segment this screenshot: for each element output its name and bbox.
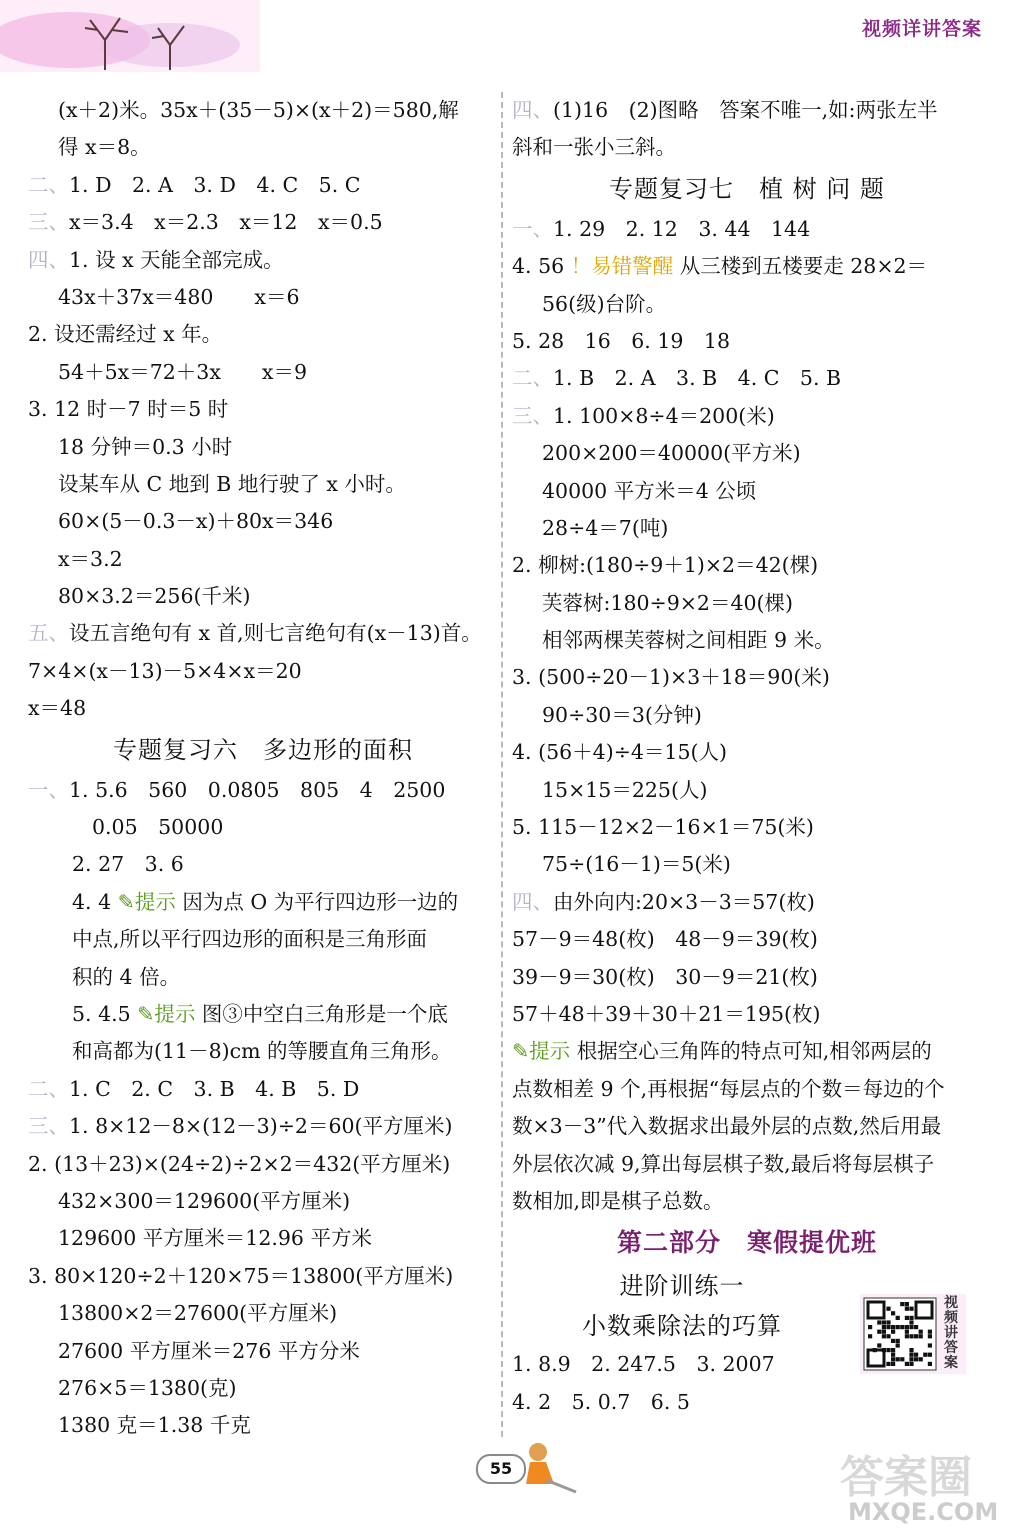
answer-line	[28, 615, 498, 652]
answer-text: 15×15＝225(人)	[542, 777, 708, 802]
svg-text:答案圈: 答案圈	[840, 1452, 972, 1503]
qr-cell	[891, 1330, 895, 1334]
qr-cell	[905, 1316, 909, 1320]
answer-text: 54＋5x＝72＋3x x＝9	[58, 359, 307, 384]
answer-text: 5. 4.5	[72, 1001, 131, 1026]
section-title: 专题复习七 植 树 问 题	[609, 174, 885, 203]
answer-line	[28, 204, 498, 241]
answer-text: 57－9＝48(枚) 48－9＝39(枚)	[512, 927, 818, 952]
answer-line	[512, 211, 982, 248]
qr-cell	[928, 1362, 932, 1366]
qr-cell	[882, 1330, 886, 1334]
answer-line	[28, 772, 498, 809]
answer-text: 4. 2 5. 0.7 6. 5	[512, 1389, 690, 1414]
qr-cell	[919, 1357, 923, 1361]
answer-text: 200×200＝40000(平方米)	[542, 441, 801, 466]
qr-cell	[886, 1307, 890, 1311]
answer-line	[28, 690, 498, 727]
qr-cell	[886, 1362, 890, 1366]
answer-text: 40000 平方米＝4 公顷	[542, 478, 757, 503]
answer-text: 60×(5－0.3－x)＋80x＝346	[58, 509, 334, 534]
answer-line	[28, 1108, 498, 1145]
question-number: 三、	[512, 403, 553, 428]
answer-line	[28, 1183, 498, 1220]
answer-text: 点数相差 9 个,再根据“每层点的个数＝每边的个	[512, 1076, 945, 1101]
answer-line	[28, 129, 498, 166]
qr-cell	[909, 1357, 913, 1361]
answer-line	[28, 541, 498, 578]
answer-line	[512, 398, 982, 435]
qr-cell	[877, 1320, 881, 1324]
answer-text: x＝3.2	[58, 546, 123, 571]
answer-text: 56(级)台阶。	[542, 291, 667, 316]
tip-icon: ✎	[130, 1001, 155, 1026]
qr-cell	[909, 1334, 913, 1338]
qr-cell	[896, 1343, 900, 1347]
qr-cell	[909, 1362, 913, 1366]
answer-line	[512, 996, 982, 1033]
answer-text: 1. 8×12－8×(12－3)÷2＝60(平方厘米)	[69, 1114, 453, 1139]
answer-line	[28, 996, 498, 1033]
answer-line	[512, 1108, 982, 1145]
qr-cell	[928, 1353, 932, 1357]
answer-line	[28, 466, 498, 503]
answer-line	[512, 323, 982, 360]
answer-line	[512, 92, 982, 129]
answer-line	[512, 129, 982, 166]
qr-cell	[928, 1330, 932, 1334]
answer-text: 3. 80×120÷2＋120×75＝13800(平方厘米)	[28, 1263, 454, 1288]
answer-line	[28, 921, 498, 958]
qr-cell	[919, 1334, 923, 1338]
answer-line	[512, 1183, 982, 1220]
answer-line	[28, 503, 498, 540]
answer-text: 5. 115－12×2－16×1＝75(米)	[512, 815, 814, 840]
qr-cell	[891, 1353, 895, 1357]
tip-icon: ✎	[111, 889, 135, 914]
qr-cell	[914, 1353, 918, 1357]
answer-text: 43x＋37x＝480 x＝6	[58, 284, 300, 309]
question-number: 二、	[28, 172, 69, 197]
answer-line	[28, 578, 498, 615]
answer-line	[512, 248, 982, 285]
answer-text: 1380 克＝1.38 千克	[58, 1413, 251, 1438]
answer-line	[512, 846, 982, 883]
answer-line	[512, 547, 982, 584]
answer-text: 4. (56＋4)÷4＝15(人)	[512, 740, 727, 765]
answer-text: 数相加,即是棋子总数。	[512, 1188, 724, 1213]
qr-cell	[868, 1334, 872, 1338]
answer-text: 数×3－3”代入数据求出最外层的点数,然后用最	[512, 1114, 942, 1139]
tip-label: 提示	[154, 1001, 196, 1026]
qr-cell	[919, 1330, 923, 1334]
answer-text: 相邻两棵芙蓉树之间相距 9 米。	[542, 628, 835, 653]
answer-text: 13800×2＝27600(平方厘米)	[58, 1301, 338, 1326]
answer-line	[512, 659, 982, 696]
question-number: 五、	[28, 621, 69, 646]
right-column	[512, 92, 982, 1421]
answer-text: 1. 5.6 560 0.0805 805 4 2500	[69, 777, 446, 802]
qr-cell	[905, 1307, 909, 1311]
qr-cell	[886, 1348, 890, 1352]
answer-line	[512, 286, 982, 323]
question-number: 四、	[512, 98, 553, 122]
answer-text: x＝3.4 x＝2.3 x＝12 x＝0.5	[69, 210, 383, 235]
note-text: 因为点 O 为平行四边形一边的	[175, 889, 459, 914]
answer-text: 中点,所以平行四边形的面积是三角形面	[72, 927, 428, 952]
qr-cell	[905, 1302, 909, 1306]
answer-text: 39－9＝30(枚) 30－9＝21(枚)	[512, 964, 818, 989]
answer-text: 1. B 2. A 3. B 4. C 5. B	[553, 366, 842, 391]
answer-line	[512, 510, 982, 547]
page-number: 55	[476, 1454, 526, 1484]
answer-line	[28, 279, 498, 316]
qr-cell	[882, 1325, 886, 1329]
answer-line	[28, 1295, 498, 1332]
question-number: 二、	[28, 1076, 69, 1101]
answer-text: 4. 4	[72, 889, 112, 914]
answer-text: 由外向内:20×3－3＝57(枚)	[553, 889, 815, 914]
answer-text: 外层依次减 9,算出每层棋子数,最后将每层棋子	[512, 1151, 935, 1176]
question-number: 四、	[512, 889, 553, 914]
answer-text: 276×5＝1380(克)	[58, 1375, 237, 1400]
answer-text: 斜和一张小三斜。	[512, 135, 676, 160]
answer-text: 5. 28 16 6. 19 18	[512, 328, 730, 353]
subsection-title: 小数乘除法的巧算	[582, 1312, 782, 1341]
answer-line	[512, 1146, 982, 1183]
qr-cell	[914, 1357, 918, 1361]
answer-text: 80×3.2＝256(千米)	[58, 584, 251, 609]
qr-cell	[868, 1325, 872, 1329]
note-text: 图③中空白三角形是一个底	[195, 1001, 448, 1026]
qr-cell	[900, 1302, 904, 1306]
answer-line	[28, 316, 498, 353]
qr-cell	[905, 1362, 909, 1366]
tip-label: 提示	[134, 889, 176, 914]
answer-text: 2. (13＋23)×(24÷2)÷2×2＝432(平方厘米)	[28, 1151, 451, 1176]
warning-label: 易错警醒	[591, 254, 674, 279]
answer-line	[512, 435, 982, 472]
answer-line	[512, 697, 982, 734]
answer-line	[28, 167, 498, 204]
qr-cell	[896, 1316, 900, 1320]
qr-label: 视频讲答案	[944, 1295, 958, 1371]
answer-line	[28, 1033, 498, 1070]
answer-line	[512, 734, 982, 771]
qr-cell	[905, 1330, 909, 1334]
answer-line	[28, 884, 498, 921]
qr-cell	[909, 1316, 913, 1320]
answer-text: 2. 27 3. 6	[72, 852, 184, 877]
answer-line	[28, 1258, 498, 1295]
answer-text: 2. 设还需经过 x 年。	[28, 322, 223, 347]
watermark	[820, 1440, 1005, 1530]
mascot-icon	[516, 1440, 586, 1498]
answer-line	[28, 1370, 498, 1407]
answer-text: 得 x＝8。	[58, 135, 151, 160]
qr-cell	[877, 1343, 881, 1347]
qr-cell	[886, 1320, 890, 1324]
tip-label: 提示	[529, 1039, 571, 1064]
qr-cell	[886, 1325, 890, 1329]
section-title: 专题复习六 多边形的面积	[113, 735, 413, 764]
answer-line	[512, 1384, 982, 1421]
answer-text: 1. D 2. A 3. D 4. C 5. C	[69, 172, 361, 197]
answer-line	[512, 809, 982, 846]
question-number: 三、	[28, 1114, 69, 1139]
answer-line	[28, 1220, 498, 1257]
answer-line	[28, 846, 498, 883]
answer-line	[512, 360, 982, 397]
answer-line	[28, 391, 498, 428]
qr-cell	[882, 1334, 886, 1338]
answer-line	[512, 959, 982, 996]
watermark-text: MXQE.COM	[848, 1498, 999, 1526]
answer-line	[512, 1071, 982, 1108]
note-text: 根据空心三角阵的特点可知,相邻两层的	[570, 1039, 932, 1064]
column-divider	[501, 92, 503, 1437]
qr-cell	[914, 1325, 918, 1329]
qr-cell	[900, 1325, 904, 1329]
tip-icon: ✎	[512, 1039, 530, 1064]
answer-text: 57＋48＋39＋30＋21＝195(枚)	[512, 1001, 821, 1026]
qr-cell	[909, 1325, 913, 1329]
header-label: 视频详讲答案	[861, 18, 982, 40]
qr-cell	[909, 1348, 913, 1352]
answer-line	[28, 1071, 498, 1108]
qr-cell	[886, 1334, 890, 1338]
subsection-title: 进阶训练一	[619, 1272, 745, 1301]
qr-cell	[896, 1325, 900, 1329]
answer-line	[28, 959, 498, 996]
answer-text: 432×300＝129600(平方厘米)	[58, 1188, 351, 1213]
answer-line	[512, 585, 982, 622]
answer-text: 1. C 2. C 3. B 4. B 5. D	[69, 1076, 360, 1101]
qr-cell	[923, 1353, 927, 1357]
answer-line	[28, 92, 498, 129]
answer-text: 0.05 50000	[92, 815, 224, 840]
answer-line	[512, 473, 982, 510]
note-text: 从三楼到五楼要走 28×2＝	[673, 254, 928, 279]
answer-line	[28, 242, 498, 279]
warning-icon: ！	[564, 254, 592, 279]
answer-text: (x＋2)米。35x＋(35－5)×(x＋2)＝580,解	[58, 98, 459, 122]
qr-cell	[914, 1334, 918, 1338]
qr-cell	[896, 1339, 900, 1343]
qr-cell	[909, 1320, 913, 1324]
qr-cell	[900, 1357, 904, 1361]
qr-cell	[905, 1325, 909, 1329]
answer-text: 设某车从 C 地到 B 地行驶了 x 小时。	[58, 471, 406, 496]
answer-text: 设五言绝句有 x 首,则七言绝句有(x－13)首。	[69, 621, 482, 646]
answer-text: 2. 柳树:(180÷9＋1)×2＝42(棵)	[512, 553, 819, 578]
qr-cell	[891, 1357, 895, 1361]
answer-text: 1. 设 x 天能全部完成。	[69, 247, 284, 272]
question-number: 四、	[28, 247, 69, 272]
answer-text: 7×4×(x－13)－5×4×x＝20	[28, 658, 302, 683]
answer-text: (1)16 (2)图略 答案不唯一,如:两张左半	[553, 98, 938, 122]
qr-cell	[909, 1307, 913, 1311]
answer-text: 75÷(16－1)＝5(米)	[542, 852, 731, 877]
part-title: 第二部分 寒假提优班	[616, 1228, 877, 1258]
answer-line	[28, 1407, 498, 1444]
answer-text: 积的 4 倍。	[72, 964, 181, 989]
header-decoration	[0, 0, 260, 72]
qr-cell	[891, 1362, 895, 1366]
answer-text: 1. 100×8÷4＝200(米)	[553, 403, 775, 428]
answer-text: 27600 平方厘米＝276 平方分米	[58, 1338, 360, 1363]
qr-cell	[891, 1311, 895, 1315]
answer-line	[512, 884, 982, 921]
answer-line	[28, 1146, 498, 1183]
answer-line	[28, 354, 498, 391]
answer-text: 1. 29 2. 12 3. 44 144	[553, 216, 811, 241]
answer-text: 3. 12 时－7 时＝5 时	[28, 397, 229, 422]
qr-cell	[905, 1334, 909, 1338]
qr-cell	[909, 1353, 913, 1357]
question-number: 二、	[512, 366, 553, 391]
question-number: 三、	[28, 210, 69, 235]
qr-cell	[891, 1339, 895, 1343]
qr-cell	[891, 1348, 895, 1352]
answer-line	[512, 921, 982, 958]
answer-text: 和高都为(11－8)cm 的等腰直角三角形。	[72, 1039, 452, 1064]
qr-cell	[882, 1320, 886, 1324]
answer-text: 1. 8.9 2. 247.5 3. 2007	[512, 1352, 775, 1377]
answer-text: x＝48	[28, 696, 87, 721]
answer-text: 芙蓉树:180÷9×2＝40(棵)	[542, 590, 794, 615]
answer-text: 3. (500÷20－1)×3＋18＝90(米)	[512, 665, 830, 690]
left-column	[28, 92, 498, 1445]
answer-text: 90÷30＝3(分钟)	[542, 702, 702, 727]
answer-line	[28, 1333, 498, 1370]
question-number: 一、	[28, 777, 69, 802]
answer-line	[28, 809, 498, 846]
qr-cell	[896, 1357, 900, 1361]
qr-cell	[891, 1325, 895, 1329]
answer-line	[512, 1033, 982, 1070]
answer-text: 4. 56	[512, 254, 565, 279]
answer-text: 28÷4＝7(吨)	[542, 515, 669, 540]
qr-cell	[928, 1343, 932, 1347]
question-number: 一、	[512, 216, 553, 241]
qr-cell	[877, 1330, 881, 1334]
answer-line	[28, 653, 498, 690]
qr-cell	[928, 1334, 932, 1338]
answer-line	[512, 622, 982, 659]
answer-line	[512, 772, 982, 809]
answer-text: 18 分钟＝0.3 小时	[58, 434, 233, 459]
answer-line	[28, 429, 498, 466]
answer-text: 129600 平方厘米＝12.96 平方米	[58, 1226, 372, 1251]
